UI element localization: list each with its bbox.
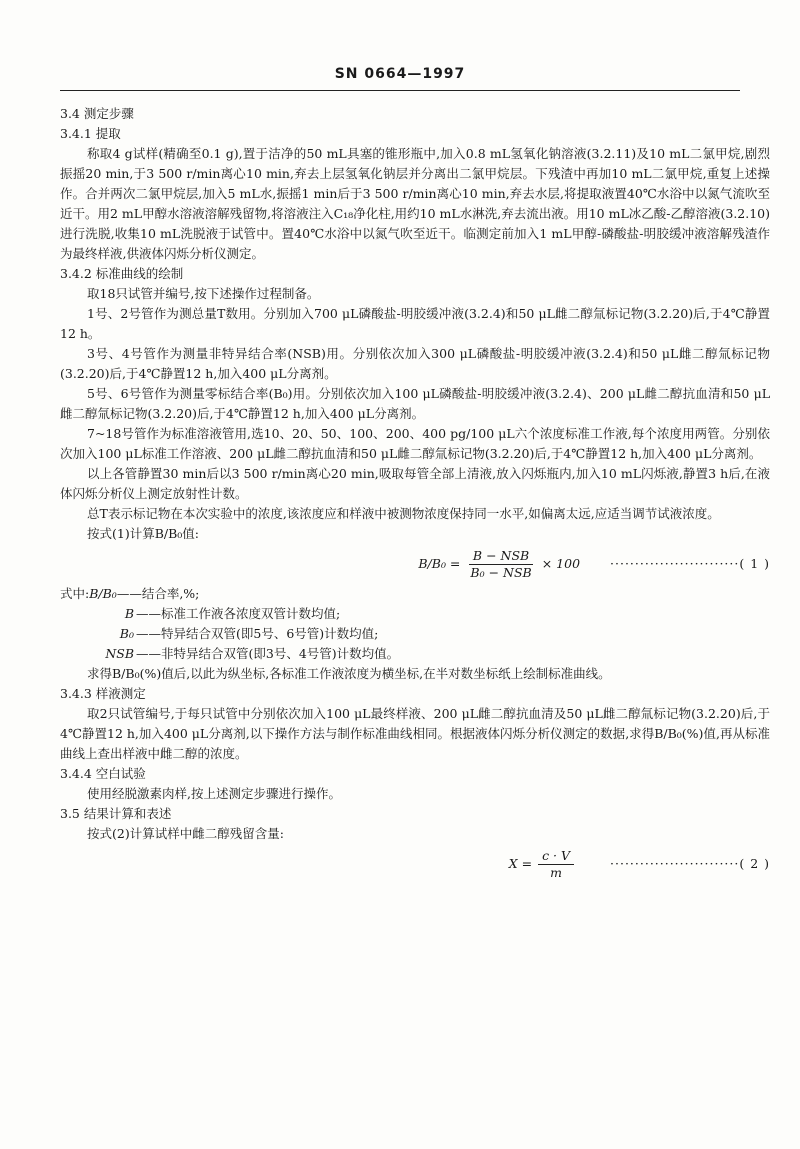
paragraph: 3号、4号管作为测量非特异结合率(NSB)用。分别依次加入300 μL磷酸盐-明胶缓冲液(3.2.4)和50 μL雌二醇氚标记物(3.2.20)后,于4℃静置12 h,加入400 μL分离剂。 bbox=[60, 346, 770, 381]
document-body bbox=[60, 104, 770, 884]
page-header: SN 0664—1997 bbox=[334, 66, 466, 82]
formula-2 bbox=[60, 844, 770, 884]
fraction bbox=[466, 548, 535, 581]
paragraph: 5号、6号管作为测量零标结合率(B₀)用。分别依次加入100 μL磷酸盐-明胶缓冲液(3.2.4)、200 μL雌二醇抗血清和50 μL雌二醇氚标记物(3.2.20)后,于4℃静置12 h,加入400 μL分离剂。 bbox=[60, 386, 770, 421]
variable-description: ——结合率,%; bbox=[116, 586, 200, 601]
paragraph-extraction: 称取4 g试样(精确至0.1 g),置于洁净的50 mL具塞的锥形瓶中,加入0.8 mL氢氧化钠溶液(3.2.11)及10 mL二氯甲烷,剧烈振摇20 min,于3 500 r/min离心10 min,弃去上层氢氧化钠层并分离出二氯甲烷层。下残渣中再加10 mL二氯甲烷,重复上述操作。合并两次二氯甲烷层,加入5 mL水,振摇1 min后于3 500 r/min离心10 min,弃去水层,将提取液置40℃水浴中以氮气流吹至近干。用2 mL甲醇水溶液溶解残留物,将溶液注入C₁₈净化柱,用约10 mL水淋洗,弃去流出液。用10 mL冰乙酸-乙醇溶液(3.2.10)进行洗脱,收集10 mL洗脱液于试管中。置40℃水浴中以氮气吹至近干。临测定前加入1 mL甲醇-磷酸盐-明胶缓冲液溶解残渣作为最终样液,供液体闪烁分析仪测定。 bbox=[60, 146, 770, 261]
paragraph-sample-measurement: 取2只试管编号,于每只试管中分别依次加入100 μL最终样液、200 μL雌二醇抗血清及50 μL雌二醇氚标记物(3.2.20)后,于4℃静置12 h,加入400 μL分离剂,以下操作方法与制作标准曲线相同。根据液体闪烁分析仪测定的数据,求得B/B₀(%)值,再从标准曲线上查出样液中雌二醇的浓度。 bbox=[60, 706, 770, 761]
fraction-numerator: c · V bbox=[538, 848, 574, 865]
section-heading-3-4-4: 3.4.4 空白试验 bbox=[60, 766, 146, 781]
variable-description: ——特异结合双管(即5号、6号管)计数均值; bbox=[136, 626, 379, 641]
header-rule bbox=[60, 90, 740, 91]
formula-multiplier: × 100 bbox=[541, 556, 581, 571]
formula-number: ··························( 2 ) bbox=[610, 856, 770, 871]
variable-description: ——非特异结合双管(即3号、4号管)计数均值。 bbox=[136, 646, 400, 661]
paragraph: 按式(2)计算试样中雌二醇残留含量: bbox=[87, 826, 284, 841]
section-heading-3-4-3: 3.4.3 样液测定 bbox=[60, 686, 146, 701]
section-heading-3-4-1: 3.4.1 提取 bbox=[60, 126, 121, 141]
formula-1 bbox=[60, 544, 770, 584]
paragraph: 7~18号管作为标准溶液管用,选10、20、50、100、200、400 pg/100 μL六个浓度标准工作液,每个浓度用两管。分别依次加入100 μL标准工作溶液、200 μL雌二醇抗血清和50 μL雌二醇氚标记物(3.2.20)后,于4℃静置12 h,加入400 μL分离剂。 bbox=[60, 426, 770, 461]
section-heading-3-5: 3.5 结果计算和表述 bbox=[60, 806, 172, 821]
paragraph-blank-test: 使用经脱激素肉样,按上述测定步骤进行操作。 bbox=[87, 786, 341, 801]
variable-description: ——标准工作液各浓度双管计数均值; bbox=[136, 606, 341, 621]
section-heading-3-4: 3.4 测定步骤 bbox=[60, 106, 134, 121]
paragraph: 取18只试管并编号,按下述操作过程制备。 bbox=[87, 286, 320, 301]
variable-symbol: B₀ bbox=[119, 626, 134, 641]
paragraph: 求得B/B₀(%)值后,以此为纵坐标,各标准工作液浓度为横坐标,在半对数坐标纸上绘制标准曲线。 bbox=[87, 666, 611, 681]
fraction bbox=[538, 848, 574, 881]
variable-definitions bbox=[60, 584, 770, 664]
paragraph: 以上各管静置30 min后以3 500 r/min离心20 min,吸取每管全部上清液,放入闪烁瓶内,加入10 mL闪烁液,静置3 h后,在液体闪烁分析仪上测定放射性计数。 bbox=[60, 466, 770, 501]
paragraph: 按式(1)计算B/B₀值: bbox=[87, 526, 200, 541]
section-heading-3-4-2: 3.4.2 标准曲线的绘制 bbox=[60, 266, 184, 281]
variable-symbol: B/B₀ bbox=[89, 586, 117, 601]
variable-symbol: B bbox=[124, 606, 134, 621]
fraction-numerator: B − NSB bbox=[469, 548, 533, 565]
fraction-denominator: B₀ − NSB bbox=[470, 564, 532, 580]
paragraph: 总T表示标记物在本次实验中的浓度,该浓度应和样液中被测物浓度保持同一水平,如偏离太远,应适当调节试液浓度。 bbox=[87, 506, 720, 521]
variable-symbol: NSB bbox=[105, 646, 134, 661]
formula-number: ··························( 1 ) bbox=[610, 556, 770, 571]
fraction-denominator: m bbox=[550, 864, 562, 880]
where-label: 式中: bbox=[60, 586, 90, 601]
formula-lhs: X = bbox=[508, 856, 533, 871]
paragraph: 1号、2号管作为测总量T数用。分别加入700 μL磷酸盐-明胶缓冲液(3.2.4)和50 μL雌二醇氚标记物(3.2.20)后,于4℃静置12 h。 bbox=[60, 306, 770, 341]
formula-lhs: B/B₀ = bbox=[418, 556, 461, 571]
